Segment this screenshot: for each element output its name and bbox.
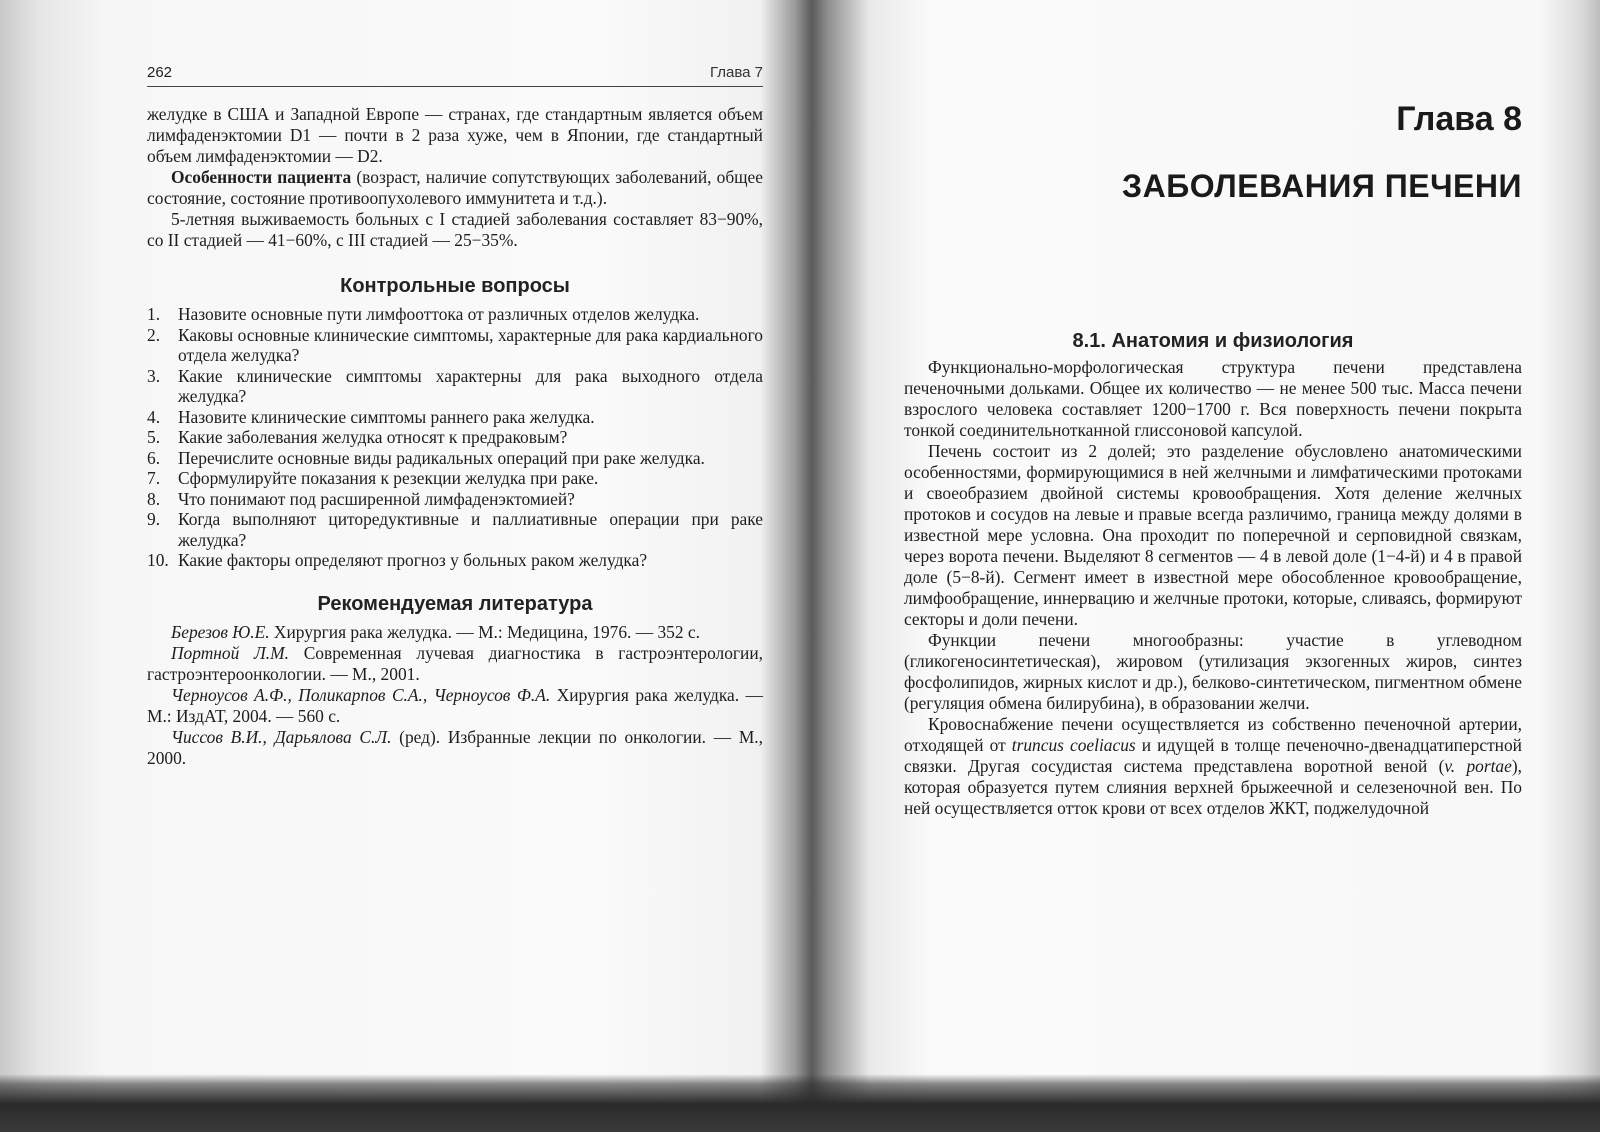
scan-bottom-shadow bbox=[0, 1074, 1600, 1132]
literature-entry bbox=[147, 727, 763, 769]
question-item bbox=[147, 427, 763, 448]
question-item bbox=[147, 448, 763, 469]
literature-list bbox=[147, 622, 763, 769]
paragraph: желудке в США и Западной Европе — странах, где стандартным является объем лимфаденэктомии D1 — почти в 2 раза хуже, чем в Японии, где стандартный объем лимфаденэктомии — D2. bbox=[147, 104, 763, 166]
paragraph: Функционально-морфологическая структура печени представлена печеночными дольками. Общее их количество — не менее 500 тыс. Масса печени взрослого человека составляет 1200−1700 г. Вся поверхность печени покрыта тонкой соединительнотканной глиссоновой капсулой. bbox=[904, 357, 1522, 440]
paragraph: Печень состоит из 2 долей; это разделение обусловлено анатомическими особенностями, формирующимися в ней желчными и лимфатическими протоками и своеобразием двойной системы кровообращения. Хотя деление желчных протоков и сосудов на левые и правые всегда различимо, граница между долями в известной мере условна. Она проходит по поперечной и серповидной связкам, через ворота печени. Выделяют 8 сегментов — 4 в левой доле (1−4-й) и 4 в правой доле (5−8-й). Сегмент имеет в известной мере обособленное кровообращение, лимфообращение, иннервацию и желчные протоки, которые, сливаясь, формируют секторы и доли печени. bbox=[904, 441, 1522, 629]
question-number: 2. bbox=[147, 324, 161, 345]
question-item bbox=[147, 304, 763, 325]
question-number: 6. bbox=[147, 447, 161, 468]
literature-text: (ред). Избранные лекции по онкологии. — М., 2000. bbox=[147, 726, 763, 768]
question-number: 4. bbox=[147, 406, 161, 427]
question-number: 5. bbox=[147, 427, 161, 447]
question-text: Сформулируйте показания к резекции желудка при раке. bbox=[178, 468, 599, 488]
question-text: Какие факторы определяют прогноз у больных раком желудка? bbox=[178, 550, 648, 570]
literature-authors: Портной Л.М. bbox=[171, 642, 289, 663]
literature-text: Хирургия рака желудка. — М.: ИздАТ, 2004. — 560 с. bbox=[147, 684, 763, 726]
question-number: 1. bbox=[147, 304, 161, 324]
page-number: 262 bbox=[147, 64, 173, 81]
question-number: 9. bbox=[147, 509, 161, 529]
right-body bbox=[904, 357, 1522, 819]
paragraph: 5-летняя выживаемость больных с I стадией заболевания составляет 83−90%, со II стадией — 41−60%, с III стадией — 25−35%. bbox=[147, 209, 763, 250]
question-text: Перечислите основные виды радикальных операций при раке желудка. bbox=[178, 447, 705, 468]
latin-term: v. portae bbox=[1444, 756, 1512, 776]
literature-text: Современная лучевая диагностика в гастроэнтерологии, гастроэнтероонкологии. — М., 2001. bbox=[147, 642, 763, 684]
question-number: 8. bbox=[147, 488, 161, 509]
section-heading: 8.1. Анатомия и физиология bbox=[1072, 330, 1354, 352]
literature-authors: Черноусов А.Ф., Поликарпов С.А., Черноусов Ф.А. bbox=[171, 684, 551, 705]
paragraph bbox=[147, 167, 763, 209]
paragraph: Функции печени многообразны: участие в углеводном (гликогеносинтетическая), жировом (утилизация экзогенных жиров, синтез фосфолипидов, жирных кислот и др.), белково-синтетическом, пигментном обмене (регуляция обмена билирубина), в образовании желчи. bbox=[904, 630, 1522, 713]
chapter-title: ЗАБОЛЕВАНИЯ ПЕЧЕНИ bbox=[1122, 168, 1522, 204]
question-number: 7. bbox=[147, 468, 161, 488]
literature-entry bbox=[147, 622, 763, 643]
question-text: Назовите основные пути лимфооттока от различных отделов желудка. bbox=[178, 304, 700, 324]
literature-authors: Березов Ю.Е. bbox=[171, 621, 270, 642]
running-head-chapter: Глава 7 bbox=[709, 64, 763, 81]
question-text: Назовите клинические симптомы раннего рака желудка. bbox=[178, 406, 595, 427]
bold-term: Особенности пациента bbox=[171, 167, 352, 187]
question-item bbox=[147, 489, 763, 510]
literature-entry bbox=[147, 685, 763, 727]
question-item bbox=[147, 366, 763, 407]
question-text: Какие заболевания желудка относят к предраковым? bbox=[178, 427, 568, 447]
question-number: 3. bbox=[147, 365, 161, 386]
left-body bbox=[147, 104, 763, 769]
question-text: Каковы основные клинические симптомы, характерные для рака кардиального отдела желудка? bbox=[178, 324, 763, 365]
question-text: Что понимают под расширенной лимфаденэктомией? bbox=[178, 488, 575, 509]
literature-entry bbox=[147, 643, 763, 685]
question-item bbox=[147, 550, 763, 571]
question-item bbox=[147, 468, 763, 489]
question-number: 10. bbox=[147, 550, 169, 570]
literature-authors: Чиссов В.И., Дарьялова С.Л. bbox=[171, 726, 392, 747]
paragraph-text: и идущей в толще печеночно-двенадцатиперстной связки. Другая сосудистая система представлена воротной веной ( bbox=[904, 735, 1522, 776]
question-text: Какие клинические симптомы характерны для рака выходного отдела желудка? bbox=[178, 365, 763, 406]
question-item bbox=[147, 407, 763, 428]
paragraph-text: ), которая образуется путем слияния верхней брыжеечной и селезеночной вен. По ней осуществляется отток крови от всех отделов ЖКТ, поджелудочной bbox=[904, 756, 1522, 818]
paragraph-text: (возраст, наличие сопутствующих заболеваний, общее состояние, состояние противоопухолевого иммунитета и т.д.). bbox=[147, 167, 763, 208]
question-item bbox=[147, 325, 763, 366]
question-item bbox=[147, 509, 763, 550]
literature-heading: Рекомендуемая литература bbox=[317, 592, 593, 615]
paragraph bbox=[904, 714, 1522, 819]
chapter-label: Глава 8 bbox=[1396, 100, 1522, 138]
questions-heading: Контрольные вопросы bbox=[340, 275, 570, 297]
latin-term: truncus coeliacus bbox=[1011, 735, 1136, 755]
questions-list bbox=[147, 304, 763, 571]
running-head bbox=[147, 62, 763, 87]
paragraph-text: Кровоснабжение печени осуществляется из собственно печеночной артерии, отходящей от bbox=[904, 714, 1522, 755]
literature-text: Хирургия рака желудка. — М.: Медицина, 1976. — 352 с. bbox=[269, 621, 700, 642]
question-text: Когда выполняют циторедуктивные и паллиативные операции при раке желудка? bbox=[178, 509, 763, 550]
